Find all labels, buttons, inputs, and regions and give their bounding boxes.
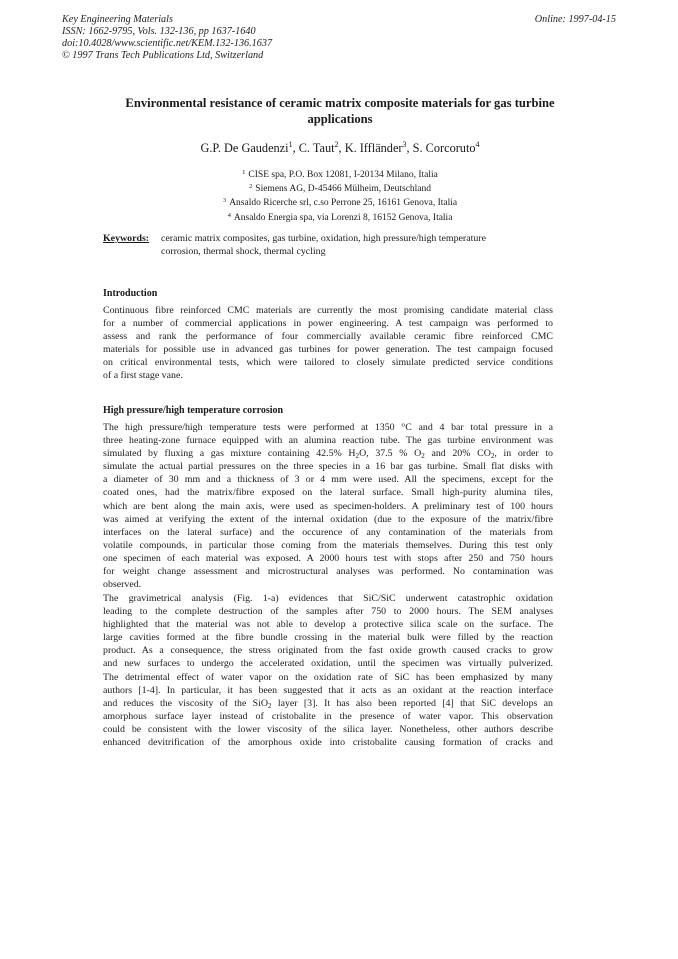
section-heading-corrosion: High pressure/high temperature corrosion [103,405,284,416]
corrosion-paragraph-1: The high pressure/high temperature tests were performed at 1350 °C and 4 bar total pressure in a three heating-zone furnace equipped with an alumina reaction tube. The gas turbine environment was simulated by fluxing a gas mixture containing 42.5% $H_2O$, 37.5 % $O_2$ and 20% $CO_2$, in order to simulate the actual partial pressures on the three species in a 16 bar gas turbine. Small flat disks with a diameter of 30 mm and a thickness of 3 or 4 mm were used. All the specimens, except for the coated ones, had the matrix/fibre exposed on the lateral surface. Small high-purity alumina tiles, which are bent along the main axis, were used as specimen-holders. A preliminary test of 100 hours was aimed at verifying the extent of the internal oxidation (due to the exposure of the matrix/fibre interfaces on the lateral surface) and the occurence of any contamination of the materials from volatile compounds, in particular those coming from the materials themselves. During this test only one specimen of each material was exposed. A 2000 hours test with stops after 250 and 750 hours for weight change assessment and microstructural analyses was performed. No contamination was observed. [103,422,553,591]
title-line-2: applications [307,112,373,126]
author-affiliation-marker: 4 [475,139,480,149]
affiliation-list [90,167,590,224]
author-affiliation-marker: 1 [288,139,293,149]
affiliation-item: $^3$ Ansaldo Ricerche srl, c.so Perrone 25, 16161 Genova, Italia [222,197,458,209]
author-name: S. Corcoruto [412,141,476,155]
author-affiliation-marker: 3 [402,139,407,149]
journal-name: Key Engineering Materials [62,14,173,25]
issn-line: ISSN: 1662-9795, Vols. 132-136, pp 1637-1640 [62,26,256,37]
affiliation-item: $^2$ Siemens AG, D-45466 Mülheim, Deutschland [248,183,432,195]
affiliation-item: $^1$ CISE spa, P.O. Box 12081, I-20134 Milano, Italia [242,169,438,180]
online-date: Online: 1997-04-15 [534,14,616,25]
paper-title [90,95,590,127]
keywords-text: ceramic matrix composites, gas turbine, oxidation, high pressure/high temperature corrosion, thermal shock, thermal cycling [161,233,486,257]
keywords-block [103,232,573,258]
author-name: G.P. De Gaudenzi [200,141,289,155]
author-name: C. Taut [298,141,335,155]
section-heading-introduction: Introduction [103,288,158,299]
copyright-line: © 1997 Trans Tech Publications Ltd, Switzerland [62,50,264,61]
corrosion-paragraph-2: The gravimetrical analysis (Fig. 1-a) evidences that SiC/SiC underwent catastrophic oxidation leading to the complete destruction of the samples after 750 to 2000 hours. The SEM analyses highlighted that the material was not able to develop a protective silica scale on the surface. The large cavities formed at the fibre bundle crossing in the material bulk were filled by the reaction product. As a consequence, the stress originated from the fast oxide growth caused cracks to grow and new surfaces to undergo the accelerated oxidation, until the specimen was virtually pulverized. The detrimental effect of water vapor on the oxidation rate of SiC has been emphasized by many authors [1-4]. In particular, it has been suggested that it acts as an oxidant at the reaction interface and reduces the viscosity of the SiO$_2$ layer [3]. It has also been reported [4] that SiC develops an amorphous surface layer instead of cristobalite in the presence of water vapor. This observation could be consistent with the lower viscosity of the silica layer. Nonetheless, other authors describe enhanced devitrification of the amorphous oxide into cristobalite causing formation of cracks and [103,593,553,749]
affiliation-item: $^4$ Ansaldo Energia spa, via Lorenzi 8, 16152 Genova, Italia [227,211,453,223]
journal-header [62,14,272,62]
author-list: G.P. De Gaudenzi$^1$, C. Taut$^2$, K. Iffländer$^3$, S. Corcoruto$^4$ [200,139,480,155]
author-name: K. Iffländer [344,141,403,155]
author-affiliation-marker: 2 [334,139,339,149]
introduction-paragraph: Continuous fibre reinforced CMC materials are currently the most promising candidate material class for a number of commercial applications in power engineering. A test campaign was performed to assess and rank the performance of four commercially available ceramic fibre reinforced CMC materials for possible use in advanced gas turbines for power generation. The test campaign focused on critical environmental tests, which were tailored to closely simulate predicted service conditions of a first stage vane. [103,305,553,382]
doi-line: doi:10.4028/www.scientific.net/KEM.132-136.1637 [62,38,273,49]
keywords-label: Keywords: [103,233,150,244]
title-line-1: Environmental resistance of ceramic matrix composite materials for gas turbine [125,96,555,110]
